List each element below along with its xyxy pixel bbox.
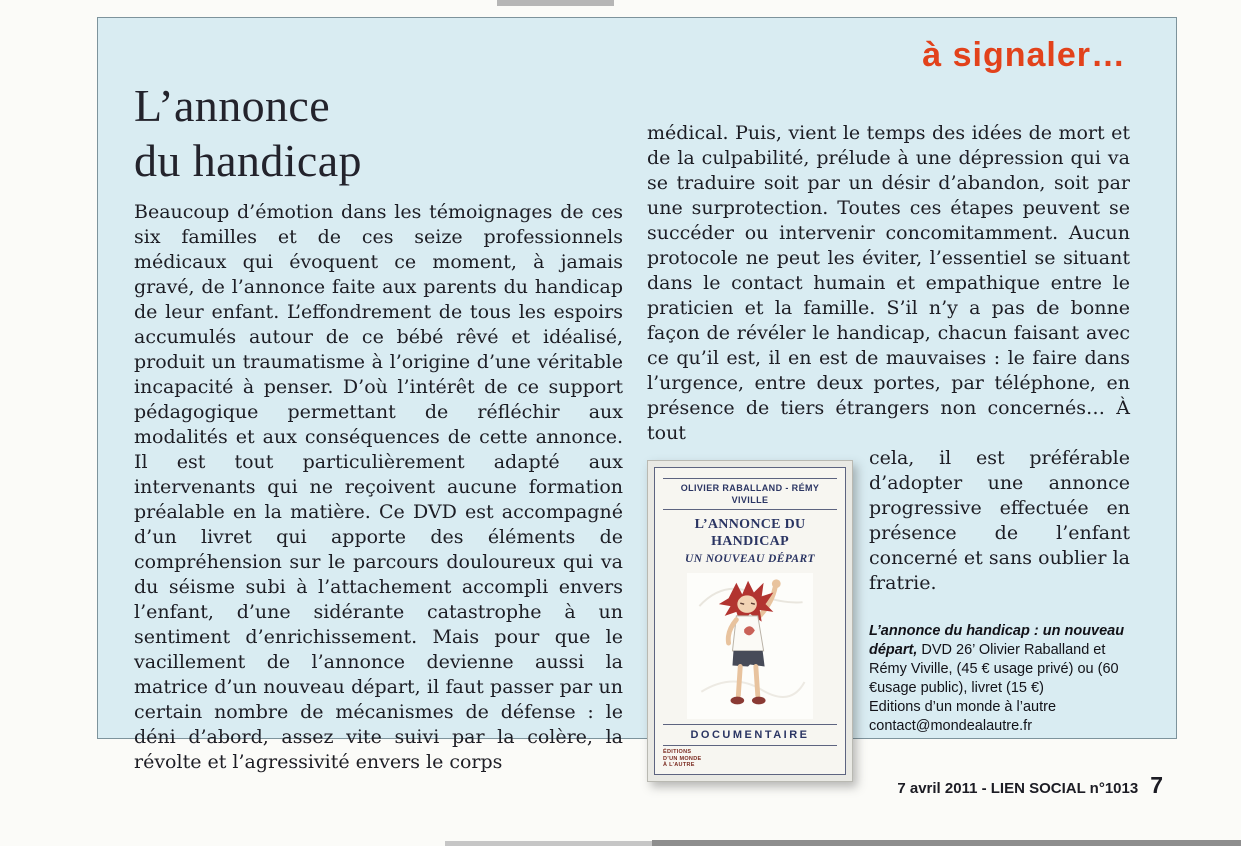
section-label: à signaler… xyxy=(922,36,1126,74)
scan-artifact-bottom-right xyxy=(652,840,1241,846)
article-title-line2: du handicap xyxy=(134,135,362,186)
dvd-cover-rule xyxy=(663,509,837,510)
dvd-caption-contact: contact@mondealautre.fr xyxy=(869,718,1033,734)
footer-date: 7 avril 2011 - xyxy=(897,780,991,797)
manga-girl-illustration xyxy=(687,573,813,719)
article-body-right-part1: médical. Puis, vient le temps des idées de mort et de la culpabilité, prélude à une dépression qui va se traduire soit par un désir d’abandon, soit par une surprotection. Toutes ces étapes peuvent se succéder ou intervenir concomitamment. Aucun protocole ne peut les éviter, l’essentiel se situant dans le contact humain et empathique entre le praticien et la famille. S’il n’y a pas de bonne façon de révéler le handicap, chacun faisant avec ce qu’il est, il en est de mauvaises : le faire dans l’urgence, entre deux portes, par téléphone, en présence de tiers étrangers non concernés… À tout xyxy=(647,122,1130,444)
dvd-cover-publisher-logo xyxy=(663,749,715,769)
dvd-cover-frame xyxy=(654,467,846,775)
article-title xyxy=(134,78,362,188)
article-title-line1: L’annonce xyxy=(134,80,331,131)
article-column-left xyxy=(134,200,623,775)
magazine-page-scan xyxy=(97,17,1177,773)
article-body-left: Beaucoup d’émotion dans les témoignages de ces six familles et de ces seize professionnels médicaux qui évoquent ce moment, à jamais gravé, de l’annonce faite aux parents du handicap de leur enfant. L’effondrement de tous les espoirs accumulés autour de ce bébé rêvé et idéalisé, produit un traumatisme à l’origine d’une véritable incapacité à penser. D’où l’intérêt de ce support pédagogique permettant de réfléchir aux modalités et aux conséquences de cette annonce. Il est tout particulièrement adapté aux intervenants qui ne reçoivent aucune formation préalable en la matière. Ce DVD est accompagné d’un livret qui apporte des éléments de compréhension sur le parcours douloureux qui va du séisme subi à l’attachement accompli envers l’enfant, d’une sidérante catastrophe à un sentiment d’enrichissement. Mais pour que le vacillement de l’annonce devienne aussi la matrice d’un nouveau départ, il faut passer par un certain nombre de mécanismes de défense : le déni d’abord, assez vite suivi par la colère, la révolte et l’agressivité envers le corps xyxy=(134,201,623,773)
dvd-cover-illustration xyxy=(687,573,813,719)
dvd-publisher-line2: D’UN MONDE xyxy=(663,755,702,762)
scan-artifact-top xyxy=(497,0,614,6)
page-footer xyxy=(0,772,1163,802)
dvd-cover-subtitle: UN NOUVEAU DÉPART xyxy=(685,553,815,565)
dvd-cover xyxy=(647,460,853,782)
dvd-cover-authors: OLIVIER RABALLAND - RÉMY VIVILLE xyxy=(680,483,820,505)
dvd-cover-rule xyxy=(663,478,837,479)
dvd-caption-rest: DVD 26’ Olivier Raballand et Rémy Viville, (45 € usage privé) ou (60 €usage public), livret (15 €) xyxy=(869,642,1119,696)
article-column-right xyxy=(647,121,1130,788)
dvd-caption-publisher: Editions d’un monde à l’autre xyxy=(869,699,1057,715)
dvd-publisher-line3: À L’AUTRE xyxy=(663,762,695,768)
scan-artifact-bottom-left xyxy=(445,841,652,846)
dvd-publisher-line1: ÉDITIONS xyxy=(663,749,692,755)
dvd-cover-title: L’ANNONCE DU HANDICAP xyxy=(694,517,806,549)
footer-issue: LIEN SOCIAL n°1013 xyxy=(990,780,1139,797)
dvd-cover-genre: DOCUMENTAIRE xyxy=(663,724,837,746)
footer-page-number: 7 xyxy=(1150,772,1163,798)
article-body-right-part2: cela, il est préférable d’adopter une annonce progressive effectuée en présence de l’enfant concerné et sans oublier la fratrie. xyxy=(869,447,1130,594)
dvd-caption-lead: L’annonce du handicap : un nouveau départ, xyxy=(869,623,1125,658)
